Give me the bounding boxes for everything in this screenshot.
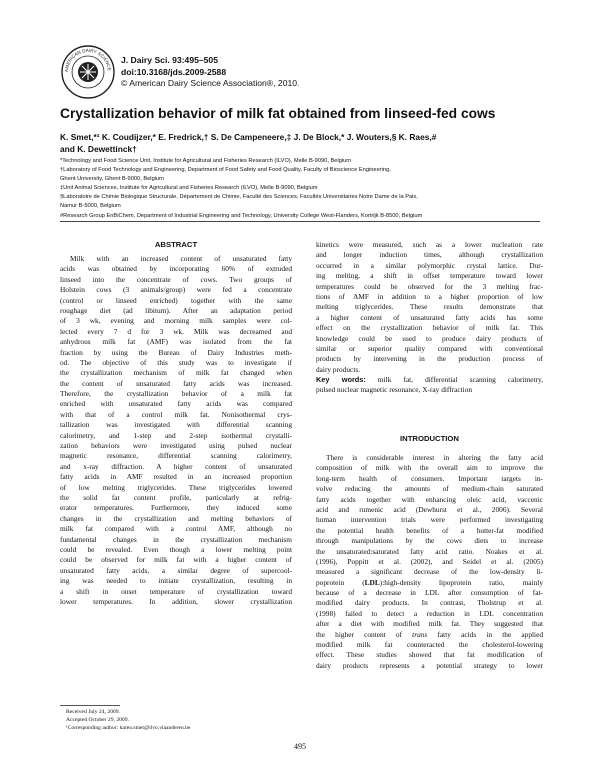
- ldl-abbrev: LDL: [364, 577, 380, 587]
- author-line: and K. Dewettinck†: [60, 143, 137, 154]
- text-line: melting triglycerides. These results demonstrate that: [316, 302, 543, 312]
- text-line: similar or superior quality compared with conventional: [316, 343, 543, 353]
- trans-term: trans: [412, 629, 428, 639]
- adsa-seal-logo: [60, 44, 116, 100]
- text-line: and longer induction times, although crystallization: [316, 250, 543, 260]
- header-divider: [60, 221, 540, 222]
- text-line: could be observed for milk fat with a higher content of: [60, 555, 292, 565]
- text-line: Milk with an increased content of unsaturated fatty: [70, 254, 292, 263]
- affiliation-line: ‡Unit Animal Sciences, Institute for Agricultural and Fisheries Research (ILVO), Melle B-9090, Belgium: [60, 185, 318, 192]
- text-line: fatty acids in AMF resulted in an increased proportion: [60, 472, 292, 482]
- text-line: unsaturated fatty acids, a similar degree of supercool-: [60, 565, 292, 575]
- text-line: composition of milk with the overall aim to improve the: [316, 463, 543, 473]
- text-line: milk fat compared with a control AMF, although no: [60, 524, 292, 534]
- text-line: of low melting triglycerides. These triglycerides lowered: [60, 482, 292, 492]
- text-line: linseed into the concentrate of cows. Two groups of: [60, 274, 292, 284]
- affiliation-line: †Laboratory of Food Technology and Engineering, Department of Food Safety and Food Quality, Faculty of Bioscience Engineering,: [60, 167, 391, 174]
- text-line: ing was needed to initiate crystallization, resulting in: [60, 576, 292, 586]
- affiliation-line: Namur B-5000, Belgium: [60, 203, 121, 210]
- text-line: occurred in a similar polymorphic crystal lattice. Dur-: [316, 260, 543, 270]
- keywords-text: milk fat, differential scanning calorimetry,: [377, 375, 543, 384]
- text-line: effect on the crystallization behavior of milk fat. This: [316, 323, 543, 333]
- text-line: Therefore, the crystallization behavior of a milk fat: [60, 389, 292, 399]
- text-line: poprotein (LDL):high-density lipoprotein ratio, mainly: [316, 577, 543, 587]
- text-line: of 3 wk, evening and morning milk samples were col-: [60, 316, 292, 326]
- text-line: a higher content of unsaturated fatty acids has some: [316, 312, 543, 322]
- text-line: after a diet with modified milk fat. They suggested that: [316, 619, 543, 629]
- text-line: the solid fat content profile, particularly at refrig-: [60, 492, 292, 502]
- text-line: could be revealed. Even though a lower melting point: [60, 544, 292, 554]
- text-line: tallization was investigated with differential scanning: [60, 420, 292, 430]
- text-line: the potential health benefits of a butter-fat modified: [316, 525, 543, 535]
- text-line: products by intervening in the production process of: [316, 354, 543, 364]
- text-line: the content of unsaturated fatty acids was increased.: [60, 378, 292, 388]
- text-line: fraction by using the Bureau of Dairy Industries meth-: [60, 347, 292, 357]
- text-line: acids was obtained by incorporating 60% of extruded: [60, 264, 292, 274]
- text-line: lower temperatures. In addition, slower crystallization: [60, 596, 292, 606]
- text-line: measured a significant decrease of the low-density li-: [316, 567, 543, 577]
- page-number: 495: [294, 742, 306, 751]
- text-line: volve reducing the amounts of medium-chain saturated: [316, 484, 543, 494]
- text-line: effect. These studies showed that fat modification of: [316, 650, 543, 660]
- journal-copyright: © American Dairy Science Association®, 2010.: [121, 78, 300, 88]
- text-line: (control or linseed enriched) together with the same: [60, 295, 292, 305]
- article-title: Crystallization behavior of milk fat obtained from linseed-fed cows: [60, 106, 496, 121]
- text-line: through manipulations by the cows diets to increase: [316, 536, 543, 546]
- introduction-body: [316, 453, 543, 671]
- text-line: Holstein cows (3 animals/group) were fed a concentrate: [60, 285, 292, 295]
- affiliations: [60, 157, 560, 221]
- text-line: enriched with unsaturated fatty acids was compared: [60, 399, 292, 409]
- text-line: long-term health of consumers. Important targets in-: [316, 473, 543, 483]
- text-line: a shift in onset temperature of crystallization toward: [60, 586, 292, 596]
- keywords-label: Key words:: [316, 375, 366, 384]
- text-line: erator temperatures. Furthermore, they induced some: [60, 503, 292, 513]
- abstract-body-left: [60, 254, 292, 607]
- journal-citation: J. Dairy Sci. 93:495–505: [121, 55, 218, 65]
- text-line: acid and rumenic acid (Dewhurst et al., 2006). Several: [316, 504, 543, 514]
- text-line: (1996), Poppitt et al. (2002), and Seidel et al. (2005): [316, 556, 543, 566]
- footnote-corresponding: ¹Corresponding author: karen.smet@ilvo.vlaanderen.be: [66, 725, 191, 732]
- text-line: changes in the crystallization and melting behaviors of: [60, 513, 292, 523]
- affiliation-line: §Laboratoire de Chimie Biologique Structurale, Département de Chimie, Faculté des Sciences, Facultés Universitaires Notre Dame de la Paix,: [60, 194, 418, 201]
- journal-doi: doi:10.3168/jds.2009-2588: [121, 66, 227, 77]
- text-line: modified milk fat counteracted the cholesterol-lowering: [316, 640, 543, 650]
- text-line: kinetics were measured, such as a lower nucleation rate: [316, 240, 543, 249]
- text-line: magnetic resonance, differential scanning calorimetry,: [60, 451, 292, 461]
- text-line: the crystallization mechanism of milk fat changed when: [60, 368, 292, 378]
- author-line: K. Smet,*¹ K. Coudijzer,* E. Fredrick,† S. De Campeneere,‡ J. De Block,* J. Wouters,§ K. Raes,#: [60, 132, 437, 142]
- footnote-divider: [60, 705, 120, 706]
- text-line: dairy products represents a potential strategy to lower: [316, 660, 543, 670]
- text-line: the unsaturated:saturated fatty acid ratio. Noakes et al.: [316, 546, 543, 556]
- abstract-heading: ABSTRACT: [154, 240, 198, 249]
- text-line: ing melting, a shift in offset temperature toward lower: [316, 271, 543, 281]
- author-list: [60, 132, 550, 155]
- footnote-received: Received July 24, 2009.: [66, 709, 120, 715]
- affiliation-line: Ghent University, Ghent B-9000, Belgium: [60, 176, 164, 183]
- introduction-heading: INTRODUCTION: [400, 434, 459, 443]
- text-line: dairy products.: [316, 364, 361, 374]
- text-line: calorimetry, and 1-step and 2-step isothermal crystalli-: [60, 430, 292, 440]
- text-line: tions of AMF in addition to a higher proportion of low: [316, 291, 543, 301]
- keywords-text: pulsed nuclear magnetic resonance, X-ray diffraction: [316, 385, 473, 395]
- footnotes: [66, 708, 190, 732]
- affiliation-line: *Technology and Food Science Unit, Institute for Agricultural and Fisheries Research (ILVO), Melle B-9090, Belgium: [60, 158, 352, 164]
- affiliation-line: #Research Group EnBiChem, Department of Industrial Engineering and Technology, University College West-Flanders, Kortrijk B-8500, Belgium: [60, 212, 423, 219]
- text-line: There is considerable interest in altering the fatty acid: [326, 453, 543, 462]
- text-line: with that of a control milk fat. Nonisothermal crys-: [60, 409, 292, 419]
- text-line: temperatures could be observed for the 3 melting frac-: [316, 281, 543, 291]
- text-line: and x-ray diffraction. A higher content of unsaturated: [60, 461, 292, 471]
- text-line: because of a decrease in LDL after consumption of fat-: [316, 588, 543, 598]
- text-line: knowledge could be used to produce dairy products of: [316, 333, 543, 343]
- text-line: od. The objective of this study was to investigate if: [60, 357, 292, 367]
- text-line: anhydrous milk fat (AMF) was isolated from the fat: [60, 337, 292, 347]
- text-line: lected every 7 d for 3 wk. Milk was decreamed and: [60, 326, 292, 336]
- text-line: roughage diet (ad libitum). After an adaptation period: [60, 305, 292, 315]
- text-line: the higher content of trans fatty acids in the applied: [316, 629, 543, 639]
- svg-text:AMERICAN DAIRY SCIENCE ASSOCIA: AMERICAN DAIRY SCIENCE: [63, 47, 112, 73]
- text-line: modified dairy products. In contrast, Tholstrup et al.: [316, 598, 543, 608]
- journal-header: [121, 55, 299, 90]
- footnote-accepted: Accepted October 29, 2009.: [66, 717, 129, 724]
- text-line: fatty acids together with enhancing oleic acid, vaccenic: [316, 494, 543, 504]
- abstract-body-right: [316, 240, 543, 375]
- keywords: [316, 375, 543, 396]
- text-line: zation behaviors were investigated using pulsed nuclear: [60, 441, 292, 451]
- text-line: human intervention trials were performed investigating: [316, 515, 543, 525]
- text-line: fundamental changes in the crystallization mechanism: [60, 534, 292, 544]
- text-line: (1998) failed to detect a reduction in LDL concentration: [316, 608, 543, 618]
